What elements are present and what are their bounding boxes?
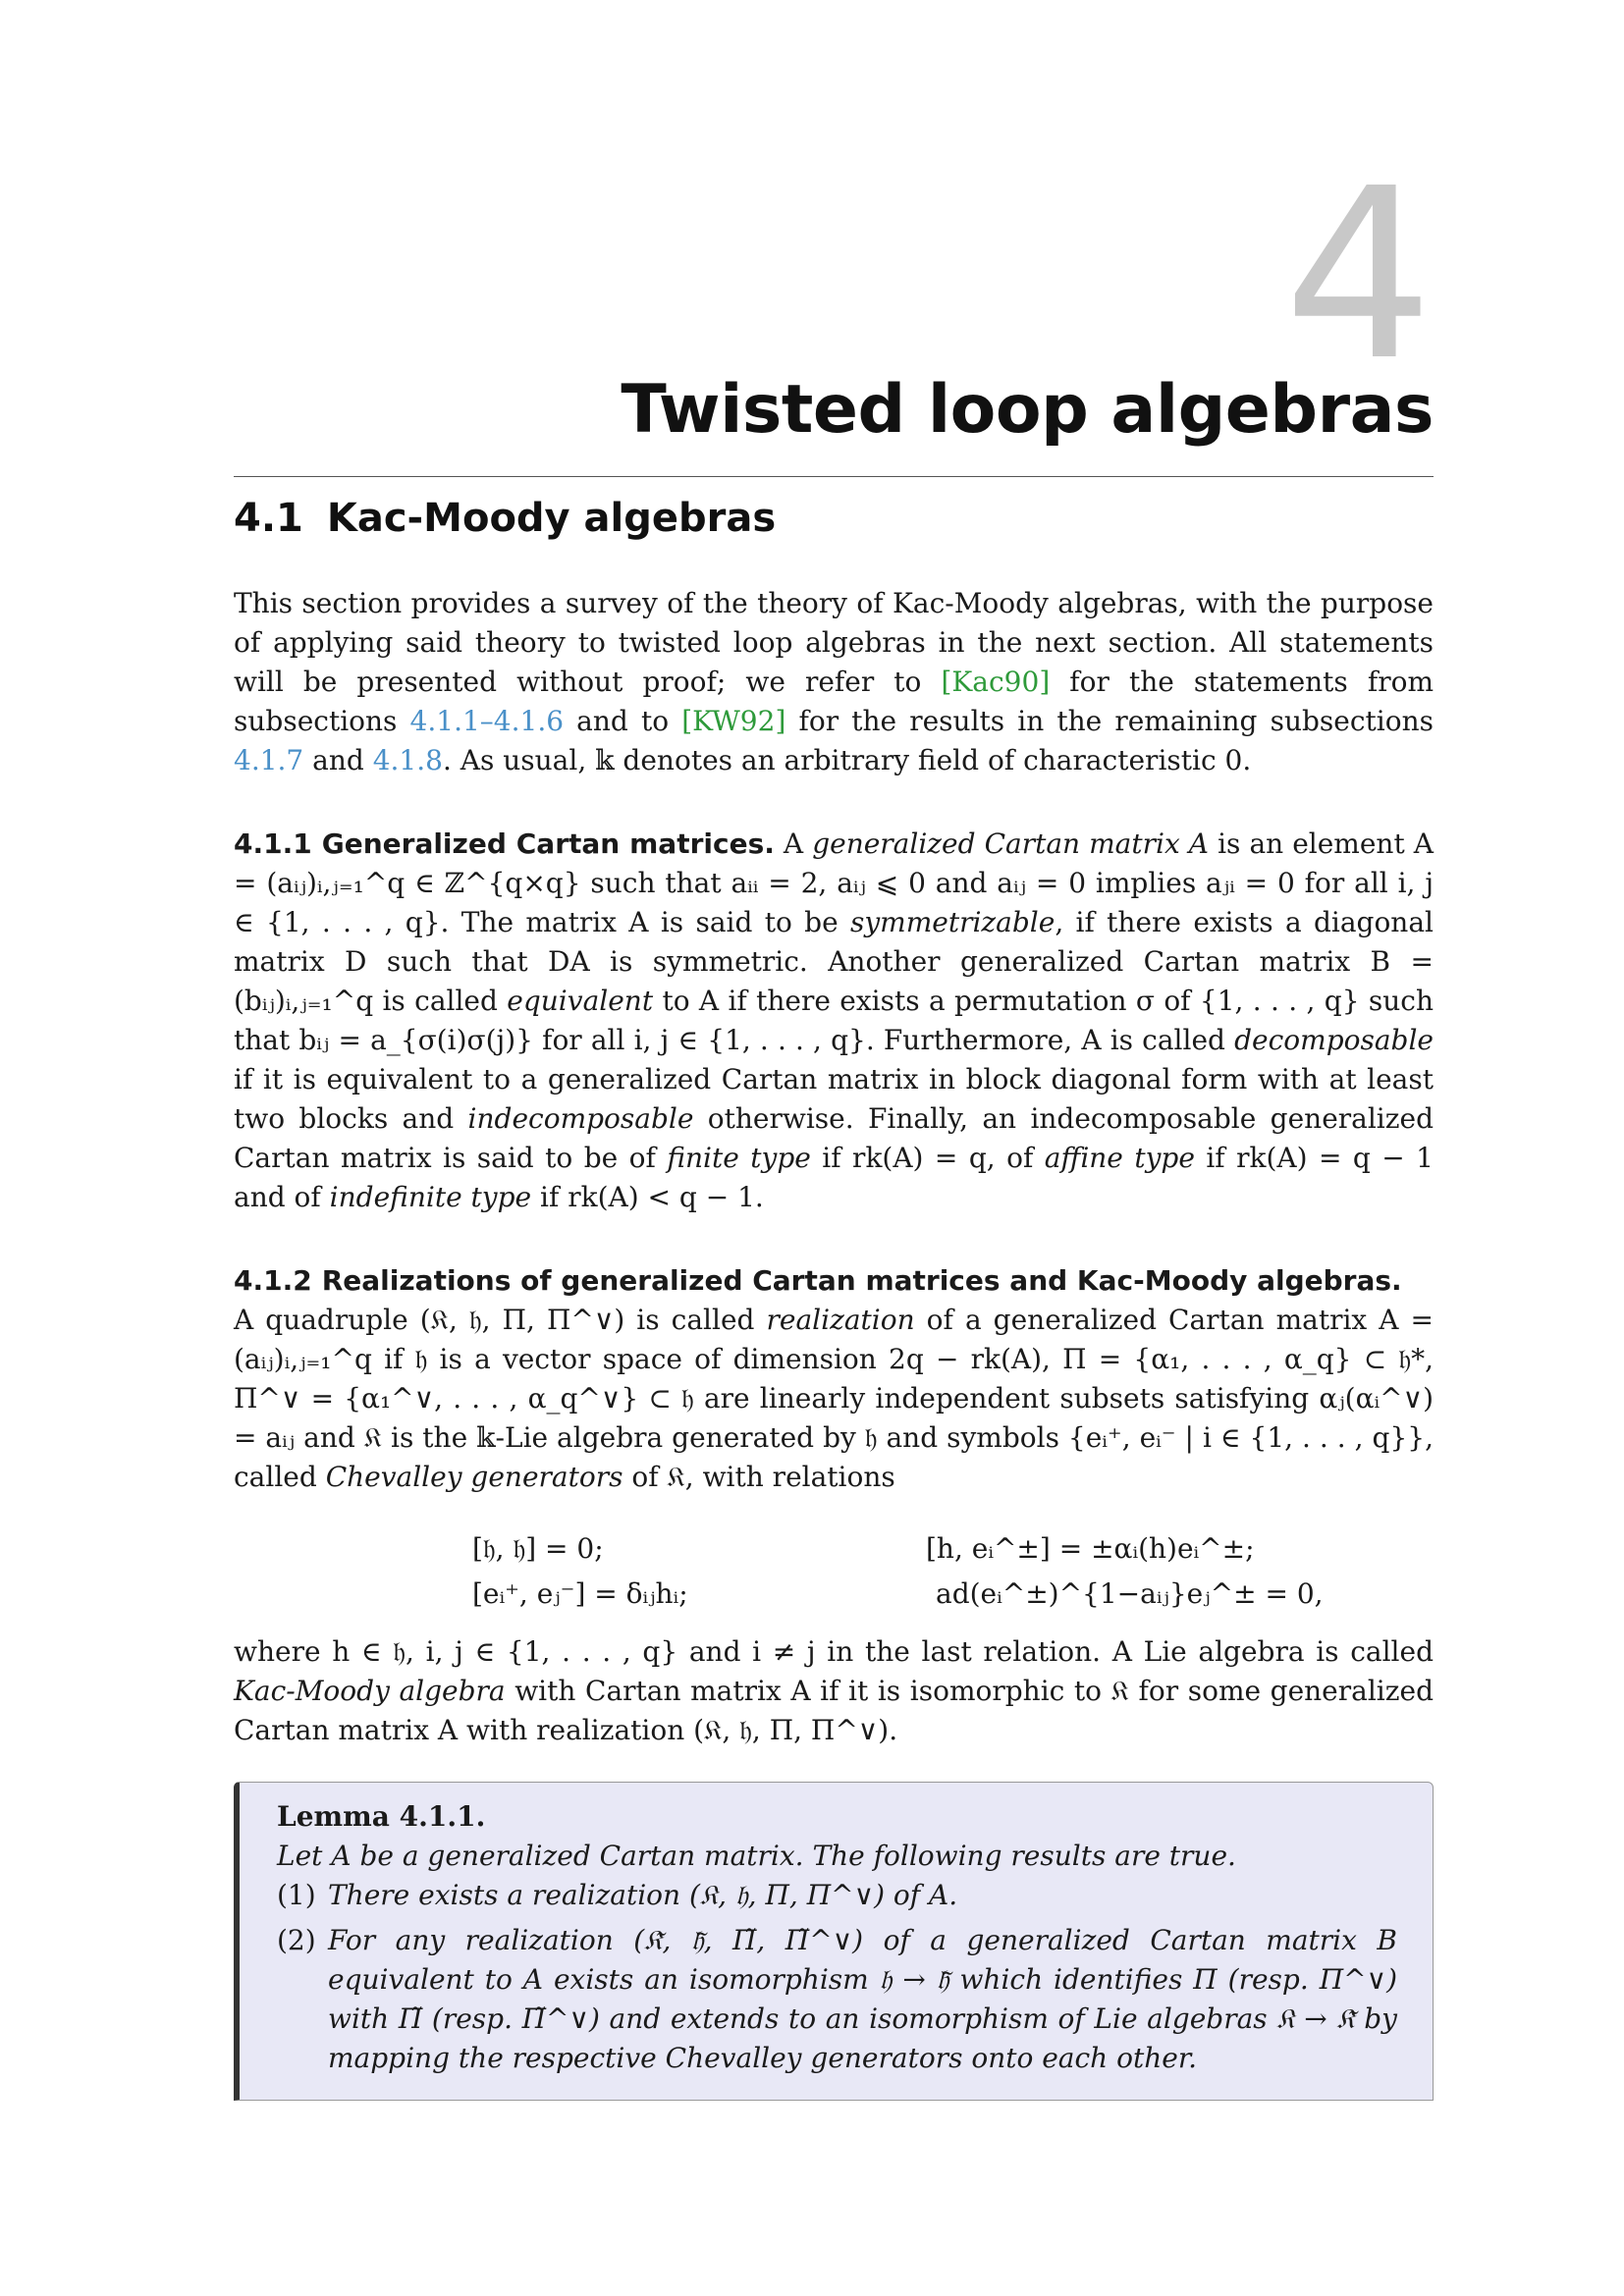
lemma-item-text: There exists a realization (𝔎, 𝔥, Π, Π^∨) of A. xyxy=(328,1879,958,1911)
lemma-statement: Let A be a generalized Cartan matrix. The following results are true. xyxy=(277,1840,1236,1872)
body-text: of a generalized Cartan matrix A = (aᵢⱼ)ᵢ,ⱼ₌₁^q if 𝔥 is a vector space of dimension 2q − rk(A), Π = {α₁, . . . , α_q} ⊂ 𝔥*, Π^∨ = {α₁^∨, . . . , α_q^∨} ⊂ 𝔥 are linearly independent subsets satisfying αⱼ(αᵢ^∨) = aᵢⱼ and 𝔎 is the 𝕜-Lie algebra generated by 𝔥 and symbols {eᵢ⁺, eᵢ⁻ | i ∈ {1, . . . , q}}, called xyxy=(234,1304,1434,1493)
section-title: Kac-Moody algebras xyxy=(326,496,777,541)
lemma-item xyxy=(277,1876,1397,1915)
subsection-range-link[interactable]: 4.1.1–4.1.6 xyxy=(409,705,565,737)
subsection-412-heading xyxy=(234,1264,1402,1297)
emphasis: equivalent xyxy=(507,985,654,1017)
body-text: with Cartan matrix A if it is isomorphic to 𝔎 for some generalized Cartan matrix A with realization (𝔎, 𝔥, Π, Π^∨). xyxy=(234,1675,1434,1746)
lemma-item-text: For any realization (𝔎̃, 𝔥̃, Π̃, Π̃^∨) of a generalized Cartan matrix B equivalent to A exists an isomorphism 𝔥 → 𝔥̃ which identifies Π (resp. Π^∨) with Π̃ (resp. Π̃^∨) and extends to an isomorphism of Lie algebras 𝔎 → 𝔎̃ by mapping the respective Chevalley generators onto each other. xyxy=(328,1924,1397,2074)
body-text: A xyxy=(774,828,813,860)
lemma-item xyxy=(277,1921,1397,2078)
emphasis: Chevalley generators xyxy=(325,1461,623,1493)
body-text: of 𝔎, with relations xyxy=(623,1461,895,1493)
intro-text: for the statements from subsections xyxy=(234,666,1435,737)
intro-text: and xyxy=(303,744,373,776)
emphasis: indecomposable xyxy=(467,1102,694,1135)
emphasis: finite type xyxy=(667,1142,811,1174)
relation-1: [𝔥, 𝔥] = 0; xyxy=(472,1532,604,1565)
emphasis: realization xyxy=(766,1304,915,1336)
body-text: to A if there exists a permutation σ of {1, . . . , q} such that bᵢⱼ = a_{σ(i)σ(j)} for all i, j ∈ {1, . . . , q}. Furthermore, A is called xyxy=(234,985,1434,1056)
relation-3: [eᵢ⁺, eⱼ⁻] = δᵢⱼhᵢ; xyxy=(472,1577,688,1610)
citation-link-kw92[interactable]: [KW92] xyxy=(681,705,786,737)
intro-text: . As usual, 𝕜 denotes an arbitrary field of characteristic 0. xyxy=(442,744,1252,776)
subsection-number: 4.1.1 xyxy=(234,828,312,860)
subsection-411-heading xyxy=(234,828,775,860)
body-text: is an element A = (aᵢⱼ)ᵢ,ⱼ₌₁^q ∈ ℤ^{q×q} such that aᵢᵢ = 2, aᵢⱼ ⩽ 0 and aᵢⱼ = 0 implies aⱼᵢ = 0 for all i, j ∈ {1, . . . , q}. The matrix A is said to be xyxy=(234,828,1434,938)
body-text: , if there exists a diagonal matrix D such that DA is symmetric. Another generalized Cartan matrix B = (bᵢⱼ)ᵢ,ⱼ₌₁^q is called xyxy=(234,906,1434,1017)
emphasis: decomposable xyxy=(1234,1024,1434,1056)
lemma-item-label: (2) xyxy=(277,1924,316,1956)
body-text: A quadruple (𝔎, 𝔥, Π, Π^∨) is called xyxy=(234,1304,767,1336)
lemma-item-label: (1) xyxy=(277,1879,316,1911)
subsection-411-paragraph xyxy=(234,825,1434,1217)
body-text: otherwise. Finally, an indecomposable generalized Cartan matrix is said to be of xyxy=(234,1102,1434,1174)
intro-text: for the results in the remaining subsections xyxy=(785,705,1434,737)
chapter-rule xyxy=(234,476,1434,477)
subsection-link-417[interactable]: 4.1.7 xyxy=(234,744,304,776)
body-text: if rk(A) = q, of xyxy=(810,1142,1045,1174)
subsection-title: Realizations of generalized Cartan matrices and Kac-Moody algebras. xyxy=(321,1264,1402,1297)
definition-paragraph xyxy=(234,1632,1434,1750)
subsection-link-418[interactable]: 4.1.8 xyxy=(372,744,443,776)
lemma-box xyxy=(234,1782,1434,2101)
body-text: if it is equivalent to a generalized Cartan matrix in block diagonal form with at least two blocks and xyxy=(234,1063,1434,1135)
subsection-412-paragraph xyxy=(234,1261,1434,1497)
emphasis: Kac-Moody algebra xyxy=(234,1675,506,1707)
emphasis: indefinite type xyxy=(329,1181,532,1213)
intro-text: This section provides a survey of the theory of Kac-Moody algebras, with the purpose of applying said theory to twisted loop algebras in the next section. All statements will be presented without proof; we refer to xyxy=(234,587,1434,698)
emphasis: affine type xyxy=(1044,1142,1195,1174)
relations-display xyxy=(234,1526,1434,1625)
body-text: where h ∈ 𝔥, i, j ∈ {1, . . . , q} and i ≠ j in the last relation. A Lie algebra is called xyxy=(234,1635,1434,1668)
subsection-title: Generalized Cartan matrices. xyxy=(321,828,775,860)
citation-link-kac90[interactable]: [Kac90] xyxy=(941,666,1051,698)
chapter-title: Twisted loop algebras xyxy=(621,371,1434,449)
section-number: 4.1 xyxy=(234,496,303,541)
relation-2: [h, eᵢ^±] = ±αᵢ(h)eᵢ^±; xyxy=(926,1532,1255,1565)
emphasis: symmetrizable xyxy=(849,906,1056,938)
chapter-number: 4 xyxy=(1283,137,1434,412)
body-text: if rk(A) < q − 1. xyxy=(531,1181,764,1213)
subsection-number: 4.1.2 xyxy=(234,1264,312,1297)
body-text: if rk(A) = q − 1 and of xyxy=(234,1142,1434,1213)
intro-text: and to xyxy=(564,705,682,737)
intro-paragraph xyxy=(234,584,1434,780)
emphasis: generalized Cartan matrix A xyxy=(812,828,1210,860)
relation-4: ad(eᵢ^±)^{1−aᵢⱼ}eⱼ^± = 0, xyxy=(936,1577,1324,1610)
section-heading xyxy=(234,496,776,541)
lemma-title: Lemma 4.1.1. xyxy=(277,1800,486,1833)
